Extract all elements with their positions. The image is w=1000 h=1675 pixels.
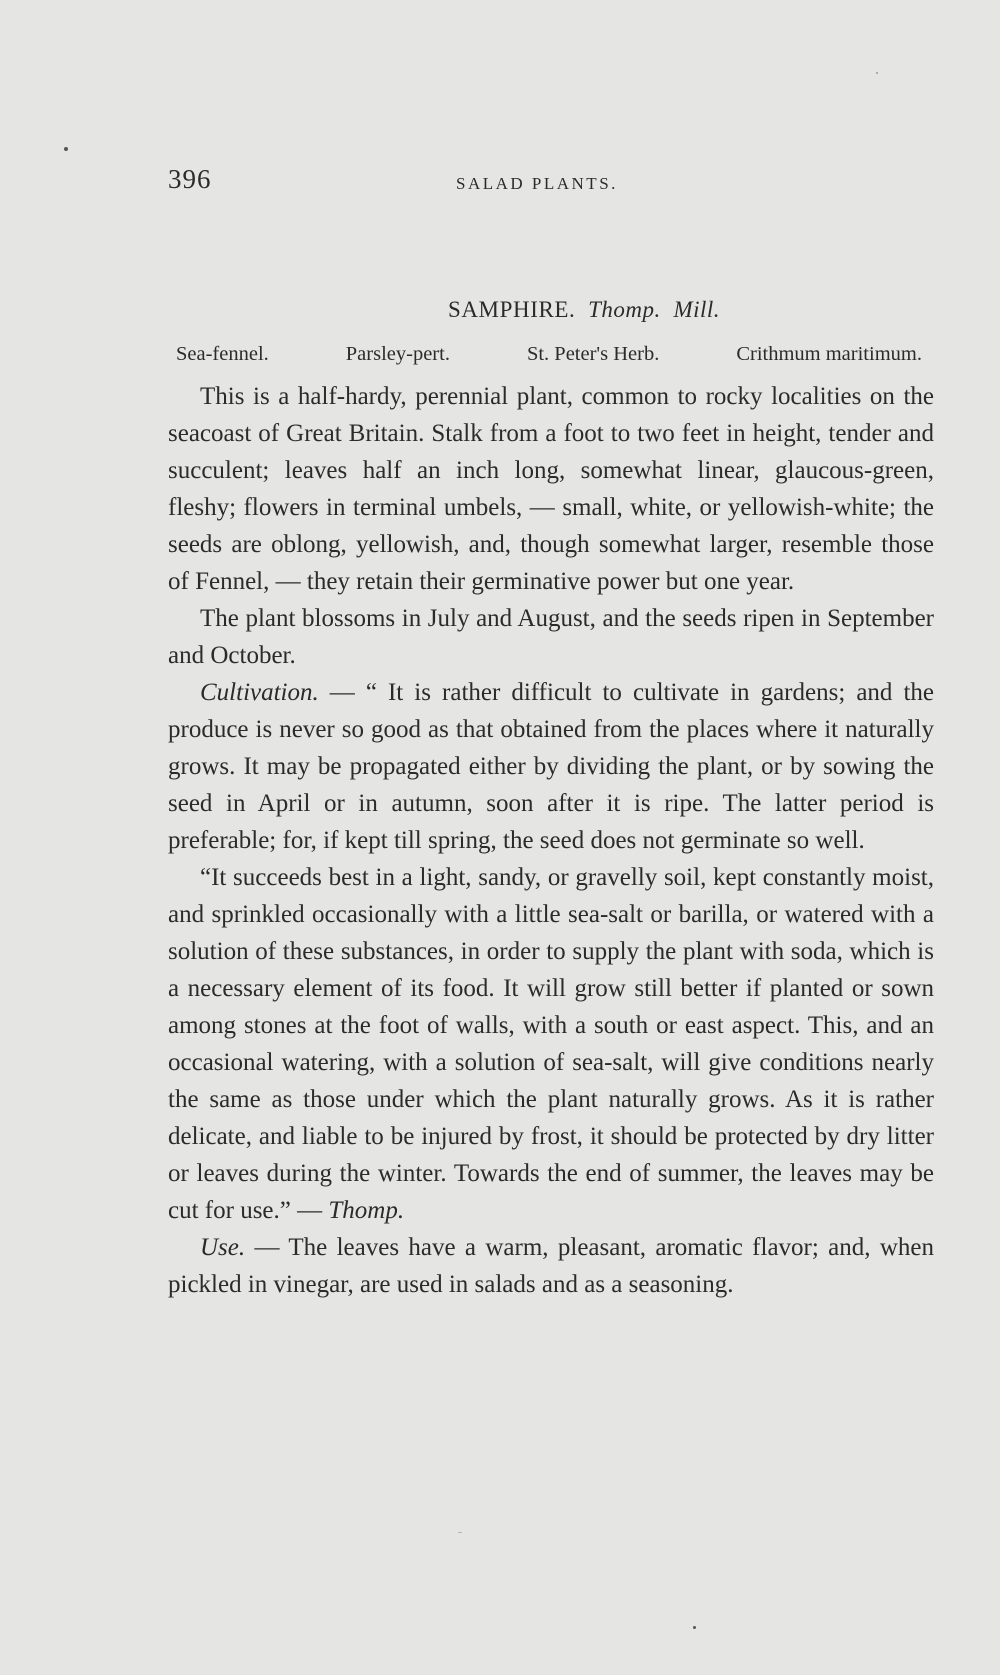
- cultivation-heading: Cultivation.: [200, 679, 319, 706]
- use-heading: Use.: [200, 1234, 246, 1261]
- cultivation-paragraph: [168, 674, 934, 859]
- soil-citation: Thomp.: [328, 1197, 405, 1224]
- blossom-paragraph: The plant blossoms in July and August, and the seeds ripen in September and October.: [168, 605, 934, 669]
- ink-speck: [693, 1626, 696, 1629]
- entry-title: [234, 294, 934, 326]
- entry-authority-mill: Mill.: [673, 297, 721, 322]
- description-paragraph: This is a half-hardy, perennial plant, common to rocky localities on the seacoast of Great Britain. Stalk from a foot to two feet in height, tender and succulent; leaves half an inch long, somewhat linear, glaucous-green, fleshy; flowers in terminal umbels, — small, white, or yellowish-white; the seeds are oblong, yellowish, and, though somewhat larger, resemble those of Fennel, — they retain their germinative power but one year.: [168, 383, 934, 595]
- ink-speck: [876, 72, 878, 74]
- use-paragraph: [168, 1229, 934, 1303]
- synonym: Crithmum maritimum.: [736, 343, 922, 365]
- synonyms: [168, 340, 934, 368]
- running-title: SALAD PLANTS.: [456, 174, 618, 193]
- synonym: Sea-fennel.: [176, 343, 269, 365]
- entry-name: SAMPHIRE.: [447, 297, 576, 322]
- entry-authority-thomp: Thomp.: [588, 297, 661, 322]
- text-block: [168, 294, 934, 1303]
- ink-speck: [64, 147, 68, 151]
- cultivation-text: — “ It is rather difficult to cultivate in gardens; and the produce is never so good as that obtained from the places where it naturally grows. It may be propagated either by dividing the plant, or by sowing the seed in April or in autumn, soon after it is ripe. The latter period is preferable; for, if kept till spring, the seed does not germinate so well.: [168, 679, 934, 854]
- page-number: 396: [168, 164, 212, 194]
- ink-speck: [458, 1532, 462, 1533]
- synonym: Parsley-pert.: [345, 343, 450, 365]
- running-head: [168, 164, 934, 204]
- use-text: — The leaves have a warm, pleasant, aromatic flavor; and, when pickled in vinegar, are used in salads and as a seasoning.: [168, 1234, 934, 1298]
- synonym: St. Peter's Herb.: [526, 343, 660, 365]
- soil-paragraph: [168, 859, 934, 1229]
- soil-text: “It succeeds best in a light, sandy, or gravelly soil, kept constantly moist, and sprinkled occasionally with a little sea-salt or barilla, or watered with a solution of these substances, in order to supply the plant with soda, which is a necessary element of its food. It will grow still better if planted or sown among stones at the foot of walls, with a south or east aspect. This, and an occasional watering, with a solution of sea-salt, will give conditions nearly the same as those under which the plant naturally grows. As it is rather delicate, and liable to be injured by frost, it should be protected by dry litter or leaves during the winter. Towards the end of summer, the leaves may be cut for use.” —: [168, 864, 934, 1224]
